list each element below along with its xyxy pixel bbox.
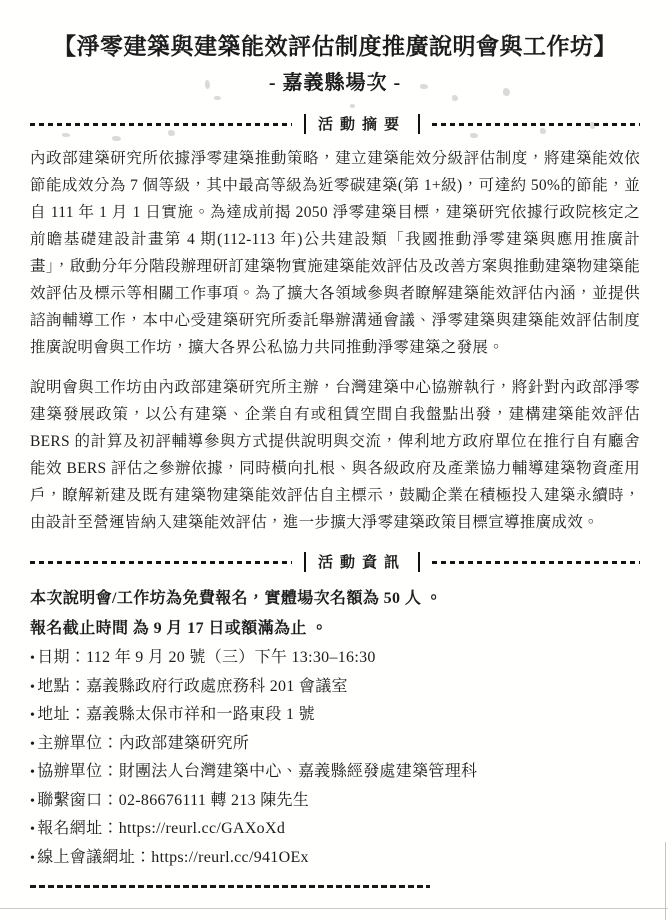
scan-noise: [112, 136, 121, 141]
info-item-text: 協辦單位：財團法人台灣建築中心、嘉義縣經發處建築管理科: [37, 763, 478, 780]
page-subtitle: - 嘉義縣場次 -: [268, 72, 402, 94]
dashed-line: [432, 561, 640, 564]
bullet-icon: •: [30, 736, 36, 752]
list-item-date: [30, 644, 640, 673]
list-item-organizer: [30, 730, 640, 759]
bottom-dashed-rule: [30, 885, 430, 888]
section-divider-summary: [30, 112, 640, 136]
divider-bar-icon: [304, 114, 306, 134]
list-item-co-organizer: [30, 758, 640, 787]
bullet-icon: •: [30, 708, 36, 723]
dashed-line: [30, 561, 292, 564]
meeting-url-text: 線上會議網址：https://reurl.cc/941OEx: [37, 848, 309, 866]
bullet-icon: •: [30, 765, 36, 780]
page-title: 【淨零建築與建築能效評估制度推廣說明會與工作坊】: [53, 34, 617, 59]
info-item-text: 地址：嘉義縣太保市祥和一路東段 1 號: [37, 706, 315, 723]
scan-noise: [503, 88, 510, 96]
info-item-text: 聯繫窗口：02-86676111 轉 213 陳先生: [37, 791, 310, 809]
section-label-summary: 活動摘要: [318, 116, 407, 133]
scan-noise: [420, 84, 428, 89]
summary-paragraph: 說明會與工作坊由內政部建築研究所主辦，台灣建築中心協辦執行，將針對內政部淨零建築發展政策，以公有建築、企業自有或租賃空間自我盤點出發，建構建築能效評估 BERS 的計算及初評輔導參與方式提供說明與交流，俾利地方政府單位在推行自有廳舍能效 BERS 評估之參辦依據，同時橫向扎根、與各級政府及產業協力輔導建築物資產用戶，瞭解新建及既有建築物建築能效評估自主標示，鼓勵企業在積極投入建築永續時，由設計至營運皆納入建築能效評估，進一步擴大淨零建築政策目標宣導推廣成效。: [30, 379, 640, 531]
scan-noise: [62, 133, 70, 137]
summary-paragraph: 內政部建築研究所依據淨零建築推動策略，建立建築能效分級評估制度，將建築能效依節能成效分為 7 個等級，其中最高等級為近零碳建築(第 1+級)，可達約 50%的節能，並自 111 年 1 月 1 日實施。為達成前揭 2050 淨零建築目標，建築研究依據行政院核定之前瞻基礎建設計畫第 4 期(112-113 年)公共建設類「我國推動淨零建築與應用推廣計畫」，啟動分年分階段辦理研訂建築物實施建築能效評估及改善方案與推動建築物建築能效評估及標示等相關工作事項。為了擴大各領域參與者瞭解建築能效評估內涵，並提供諮詢輔導工作，本中心受建築研究所委託舉辦溝通會議、淨零建築與建築能效評估制度推廣說明會與工作坊，擴大各界公私協力共同推動淨零建築之發展。: [30, 150, 640, 356]
list-item-meeting-url: [30, 844, 640, 873]
info-item-text: 地點：嘉義縣政府行政處庶務科 201 會議室: [37, 677, 348, 695]
bullet-icon: •: [30, 822, 36, 837]
scan-artifact-line: [0, 908, 668, 909]
scan-noise: [540, 128, 546, 134]
dashed-line: [432, 123, 640, 126]
scan-noise: [452, 95, 458, 101]
list-item-venue: [30, 673, 640, 702]
divider-bar-icon: [304, 552, 306, 572]
list-item-address: [30, 701, 640, 730]
info-section: [30, 584, 640, 872]
registration-url-text: 報名網址：https://reurl.cc/GAXoXd: [37, 820, 286, 837]
scan-artifact-edge: [665, 842, 666, 920]
bullet-icon: •: [30, 679, 36, 695]
summary-section: [30, 145, 640, 536]
info-item-text: 主辦單位：內政部建築研究所: [37, 734, 250, 752]
scan-noise: [350, 104, 355, 108]
scan-noise: [214, 96, 221, 100]
notice-deadline: 報名截止時間 為 9 月 17 日或額滿為止 。: [30, 620, 328, 637]
list-item-registration-url: [30, 815, 640, 844]
list-item-contact: [30, 787, 640, 816]
scan-noise: [205, 80, 210, 89]
scan-noise: [590, 122, 595, 129]
section-divider-info: [30, 550, 640, 574]
divider-bar-icon: [418, 114, 420, 134]
dashed-line: [30, 123, 292, 126]
section-label-info: 活動資訊: [318, 554, 407, 571]
scan-noise: [470, 133, 478, 138]
scan-noise: [168, 130, 175, 136]
notice-free-registration: 本次說明會/工作坊為免費報名，實體場次名額為 50 人 。: [30, 590, 443, 607]
bullet-icon: •: [30, 651, 36, 666]
divider-bar-icon: [418, 552, 420, 572]
info-item-text: 日期：112 年 9 月 20 號（三）下午 13:30–16:30: [37, 649, 376, 666]
bullet-icon: •: [30, 793, 36, 809]
bullet-icon: •: [30, 850, 36, 866]
